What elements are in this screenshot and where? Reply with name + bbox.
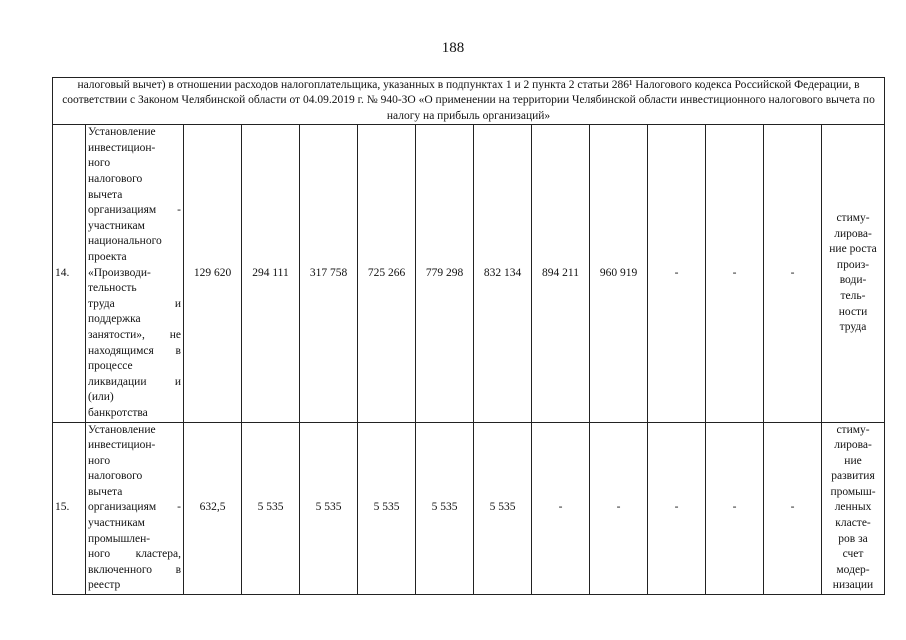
- value-cell: 5 535: [300, 422, 358, 595]
- value-cell: 894 211: [532, 125, 590, 422]
- table-row: [53, 125, 885, 422]
- value-cell: -: [764, 422, 822, 595]
- value-cell: -: [648, 125, 706, 422]
- row-goal: стиму- лирова- ние роста произ- води- тель- ности труда: [822, 125, 885, 422]
- value-cell: 5 535: [474, 422, 532, 595]
- measures-table: [52, 77, 885, 595]
- page-number: 188: [441, 40, 465, 56]
- value-cell: 960 919: [590, 125, 648, 422]
- value-cell: 5 535: [242, 422, 300, 595]
- header-text: налоговый вычет) в отношении расходов налогоплательщика, указанных в подпунктах 1 и 2 пункта 2 статьи 286¹ Налогового кодекса Российской Федерации, в соответствии с Законом Челябинской области от 04.09.2019 г. № 940-ЗО «О применении на территории Челябинской области инвестиционного налогового вычета по налогу на прибыль организаций»: [53, 78, 885, 125]
- table-row: [53, 422, 885, 595]
- value-cell: 779 298: [416, 125, 474, 422]
- table-header-row: [53, 78, 885, 125]
- row-description: Установление инвестицион- ного налогового вычета организациям - участникам национального проекта «Производи- тельность труда и поддержка занятости», не находящимся в процессе ликвидации и (или) банкротства: [86, 125, 184, 422]
- value-cell: -: [532, 422, 590, 595]
- row-number: 15.: [53, 422, 86, 595]
- value-cell: 725 266: [358, 125, 416, 422]
- value-cell: 5 535: [358, 422, 416, 595]
- row-number: 14.: [53, 125, 86, 422]
- value-cell: -: [764, 125, 822, 422]
- row-goal: стиму- лирова- ние развития промыш- ленных класте- ров за счет модер- низации: [822, 422, 885, 595]
- value-cell: 317 758: [300, 125, 358, 422]
- value-cell: 632,5: [184, 422, 242, 595]
- row-description: Установление инвестицион- ного налогового вычета организациям - участникам промышлен- ного кластера, включенного в реестр: [86, 422, 184, 595]
- value-cell: -: [706, 125, 764, 422]
- value-cell: 294 111: [242, 125, 300, 422]
- value-cell: 129 620: [184, 125, 242, 422]
- value-cell: 832 134: [474, 125, 532, 422]
- value-cell: -: [648, 422, 706, 595]
- value-cell: 5 535: [416, 422, 474, 595]
- value-cell: -: [706, 422, 764, 595]
- value-cell: -: [590, 422, 648, 595]
